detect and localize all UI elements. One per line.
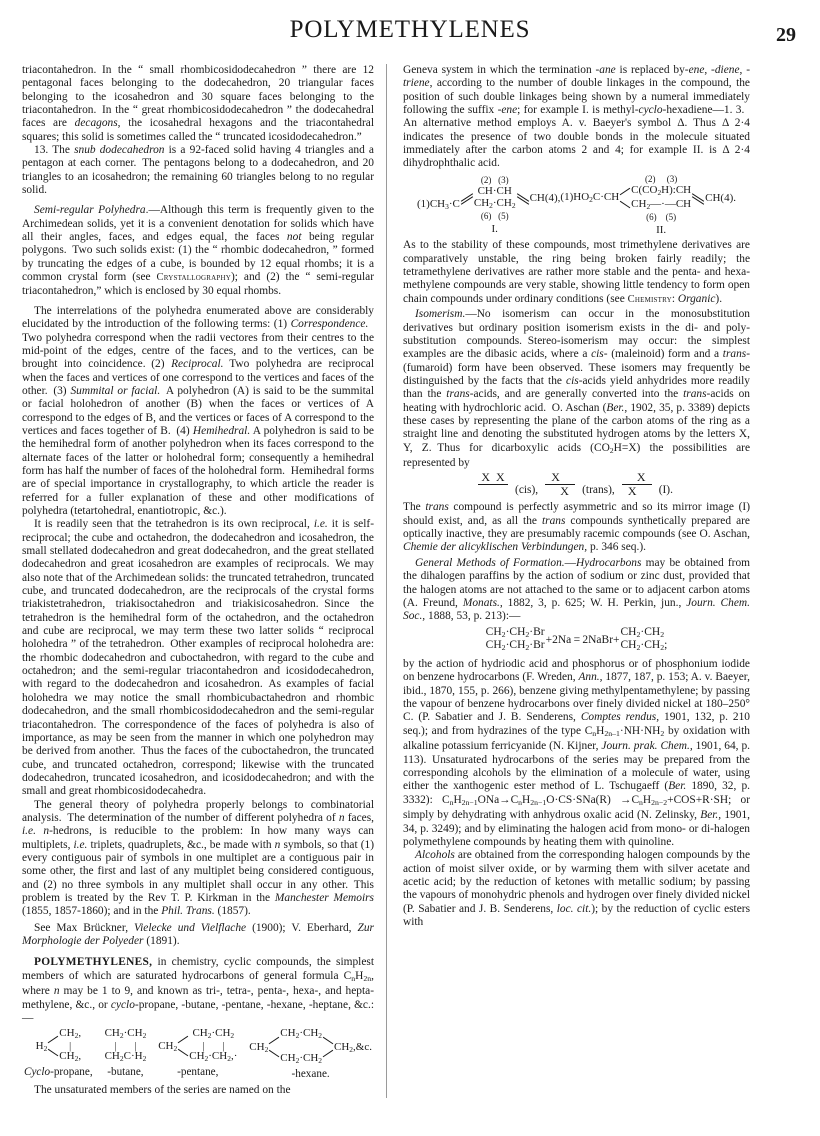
- paragraph-bruckner-reference: See Max Brückner, Vielecke und Vielflache (1900); V. Eberhard, Zur Morphologie der Polyeder (1891).: [22, 921, 374, 947]
- cis-label: (cis),: [515, 484, 539, 497]
- trans-structure: [545, 472, 575, 497]
- cis-top: X X: [478, 472, 508, 485]
- cyclo-propane-structure: [24, 1027, 93, 1078]
- formula-II-core: [631, 174, 691, 237]
- bond-bars-icon: | |: [202, 1040, 225, 1052]
- running-title: POLYMETHYLENES: [289, 16, 531, 43]
- paragraph-interrelations: The interrelations of the polyhedra enumerated above are considerably elucidated by the introduction of the following terms: (1) Correspondence. Two polyhedra correspond when the radii vectores from their centres to the mid-point of the edges, centre of the faces, and to the vertices, can be brought into coincidence. (2) Reciprocal. Two polyhedra are reciprocal when the faces and vertices of one correspond to the vertices and faces of the other. (3) Summital or facial. A polyhedron (A) is said to be the summital or facial holohedron of another (B) when the faces or vertices of A correspond to the edges of B, and the vertices or faces of A correspond to the vertices and faces together of B. (4) Hemihedral. A polyhedron is said to be the hemihedral form of another polyhedron when its faces correspond to the alternate faces of the latter or holohedral form; consequently a hemihedral form has half the number of faces of the holohedral form. Hemihedral forms are of special importance in crystallography, to which article the reader is referred for a fuller explanation of these and other modifications of polyhedra (tetartohedral, enantiotropic, &c.).: [22, 304, 375, 517]
- page-number: 29: [776, 24, 796, 46]
- cyclo-propane-left-atom: $H_2$: [35, 1039, 48, 1053]
- mirror-bottom: X: [627, 484, 646, 499]
- cyclo-pentane-structure: [158, 1027, 237, 1078]
- cyclo-propane-bottom: $CH_2$,: [59, 1049, 82, 1063]
- brace-left-icon: [177, 1033, 189, 1059]
- structures-row: [403, 174, 750, 237]
- formula-I-core: [474, 175, 516, 236]
- stereo-isomer-figure: [403, 472, 750, 497]
- formula-I-label: I.: [491, 222, 498, 235]
- cis-bottom: [492, 485, 495, 497]
- paragraph-isomerism: Isomerism.—No isomerism can occur in the monosubstitution derivatives but ordinary position isomerism exists in the di- and poly-substitution compounds. Stereo-isomerism may occur: the simplest examples are the dibasic acids, where a cis- (maleinoid) form and a trans- (fumaroid) form have been observed. These isomers may frequently be distinguished by the facts that the cis-acids yield anhydrides more readily than the trans-acids, and are generally converted into the trans-acids on heating with hydrochloric acid. O. Aschan (Ber., 1902, 35, p. 3389) depicts these cases by representing the plane of the carbon atoms of the ring as a straight line and denoting the substituted hydrogen atoms by the letters X, Y, Z. Thus for dicarboxylic acids $(CO_2H=X)$ the possibilities are represented by: [403, 308, 751, 470]
- paragraph-stability: As to the stability of these compounds, most trimethylene derivatives are comparatively unstable, the ring being broken fairly readily; the tetramethylene derivatives are rather more stable and the penta- and hexa-methylene compounds are very stable, showing little tendency to form open chain compounds under ordinary conditions (see Chemistry: Organic).: [403, 239, 750, 305]
- double-bond-left-icon: [460, 192, 474, 218]
- formula-I-bottom-numbers: (6) (5): [480, 211, 509, 222]
- formula-I-top-numbers: (2) (3): [480, 174, 509, 185]
- formula-I-bottom-chain: $CH_2\cdot CH_2$: [473, 196, 516, 210]
- trans-label: (trans),: [582, 484, 615, 497]
- paragraph-tetrahedron-reciprocal: It is readily seen that the tetrahedron is its own reciprocal, i.e. it is self-reciprocal; the cube and octahedron, the dodecahedron and icosahedron, the small stellated dodecahedron and great dodecahedron, and the great stellated dodecahedron and great icosahedron are examples of reciprocals. We may also note that of the Archimedean solids: the truncated tetrahedron, truncated cube, and truncated dodecahedron, are the reciprocals of the crystal forms triakistetrahedron, triakisoctahedron and triakisicosahedron. Since the tetrahedron is the hemihedral form of the octahedron, and the octahedron and cube are reciprocal, we may term these two latter solids “ reciprocal holohedra ” of the tetrahedron. Other examples of reciprocal holohedra are: the rhombic dodecahedron and cuboctahedron, with regard to the cube and octahedron; and the semi-regular triacontahedron and icosidodecahedron, with regard to the dodecahedron and icosahedron. As examples of facial holohedra we may notice the small rhombicubactahedron and rhombic dodecahedron, and the small rhombicosidodecahedron and the semi-regular triacontahedron. The correspondence of the faces of polyhedra is also of importance, as may be seen from the manner in which one polyhedron may be derived from another. Thus the faces of the cuboctahedron, the truncated cube, and truncated octahedron, correspond; likewise with the truncated dodecahedron, truncated icosahedron, and icosidodecahedron; and with the small and great rhombicosidodecahedra.: [22, 518, 374, 798]
- equation-right-top: $CH_2\cdot CH_2$: [620, 625, 665, 639]
- paragraph-geneva-system: Geneva system in which the termination -ane is replaced by-ene, -diene, -triene, according to the number of double linkages in the compound, the position of such double linkages being shown by a numeral immediately following the suffix -ene; for example I. is methyl-cyclo-hexadiene—1. 3. An alternative method employs A. v. Baeyer's symbol Δ. Thus Δ 2·4 indicates the presence of two double bonds in the molecule situated immediately after the carbon atoms 2 and 4; for example II. is Δ 2·4 dihydrophthalic acid.: [403, 64, 751, 170]
- equation-right-bottom: $CH_2\cdot CH_2$;: [620, 639, 668, 653]
- formula-I-prefix: $(1)CH_3\cdot C$: [417, 197, 460, 211]
- bond-bars-icon: | |: [114, 1040, 137, 1052]
- paragraph-hydriodic-acid: by the action of hydriodic acid and phosphorus or of phosphonium iodide on benzene hydrocarbons (F. Wreden, Ann., 1877, 187, p. 153; A. v. Baeyer, ibid., 1870, 155, p. 266), benzene giving methylpentamethylene; by passing the vapour of benzene hydrocarbons over finely divided nickel at 180–250° C. (P. Sabatier and J. B. Senderens, Comptes rendus, 1901, 132, p. 210 seq.); and from hydrazines of the type $C_nH_{2n-1}\cdot NH\cdot NH_2$ by oxidation with alkaline potassium ferricyanide (N. Kijner, Journ. prak. Chem., 1901, 64, p. 113). Unsaturated hydrocarbons of the series may be prepared from the corresponding alcohols by the elimination of a molecule of water, using either the xanthogenic ester method of L. Tschugaeff (Ber. 1890, 32, p. 3332): $C_nH_{2n-1}ONa\to C_nH_{2n-1}O\cdot CS\cdot SNa(R) \to C_nH_{2n-2}+COS+R\cdot SH$; or simply by dehydrating with anhydrous oxalic acid (N. Zelinsky, Ber., 1901, 34, p. 3249); and by eliminating the halogen acid from mono- or di-halogen polymethylene compounds by heating them with quinoline.: [403, 658, 751, 848]
- cyclo-pentane-bottom: $CH_2\cdot CH_2,\cdot$: [189, 1049, 238, 1063]
- cyclo-hexane-structure: [249, 1027, 372, 1080]
- structure-figure-I-II: [403, 174, 750, 237]
- mirror-label: (I).: [658, 484, 673, 497]
- formula-II-top-chain: $C(CO_2H):CH$: [631, 184, 692, 198]
- cyclo-hexane-top: $CH_2\cdot CH_2$: [280, 1027, 322, 1041]
- cyclo-propane-label: Cyclo-propane,: [24, 1066, 93, 1079]
- brace-left-icon: [619, 185, 631, 211]
- cyclo-series-figure: [22, 1027, 374, 1080]
- trans-bottom: X: [551, 484, 569, 499]
- paragraph-trans-compound: The trans compound is perfectly asymmetric and so its mirror image (I) should exist, and, as all the trans compounds synthetically prepared are optically inactive, they are presumably racemic compounds (see O. Aschan, Chemie der alicyklischen Verbindungen, p. 346 seq.).: [403, 501, 750, 554]
- trans-top: X: [545, 472, 575, 485]
- encyclopedia-page: [0, 12, 820, 1136]
- equation-left-top: $CH_2\cdot CH_2\cdot Br$: [485, 625, 545, 639]
- brace-left-icon: [268, 1034, 280, 1060]
- paragraph-alcohols: Alcohols are obtained from the corresponding halogen compounds by the action of moist silver oxide, or by warming them with silver acetate and acetic acid; by the reduction of ketones with metallic sodium; by passing the vapours of monohydric phenols and hydrogen over finely divided nickel (P. Sabatier and J. B. Senderens, loc. cit.); by the reduction of cyclic esters with: [403, 849, 751, 928]
- cyclo-hexane-right-atom: $CH_2,\&c$.: [334, 1040, 372, 1054]
- cyclo-butane-bottom: $CH_2C\cdot H_2$: [104, 1049, 147, 1063]
- two-column-body: [0, 64, 820, 1098]
- equation-left-bottom: $CH_2\cdot CH_2\cdot Br$: [485, 639, 545, 653]
- cyclo-butane-structure: [105, 1027, 147, 1078]
- formula-II-bottom-chain: $CH_2—\cdot—CH$: [631, 197, 692, 211]
- cyclo-pentane-top: $CH_2\cdot CH_2$: [192, 1027, 235, 1041]
- cyclo-butane-label: -butane,: [107, 1066, 144, 1079]
- cyclo-hexane-label: -hexane.: [291, 1068, 330, 1081]
- brace-right-icon: [322, 1034, 334, 1060]
- sodium-reaction-equation: [403, 627, 750, 655]
- equation-right-group: [621, 627, 668, 655]
- right-column: [386, 64, 750, 1098]
- left-column: [22, 64, 386, 1098]
- cyclo-hexane-left-atom: $CH_2$: [249, 1040, 269, 1054]
- page-header: [0, 12, 820, 58]
- bond-bar-icon: |: [69, 1040, 72, 1052]
- formula-II-prefix: $(1)HO_2C\cdot CH$: [560, 190, 620, 204]
- paragraph-general-methods: General Methods of Formation.—Hydrocarbons may be obtained from the dihalogen paraffins by the action of sodium or zinc dust, provided that the halogen atoms are not attached to the same or to adjacent carbon atoms (A. Freund, Monats., 1882, 3, p. 625; W. H. Perkin, jun., Journ. Chem. Soc., 1888, 53, p. 213):—: [403, 556, 751, 623]
- paragraph-polymethylenes-entry: POLYMETHYLENES, in chemistry, cyclic compounds, the simplest members of which are saturated hydrocarbons of general formula $C_nH_{2n}$, where n may be 1 to 9, and known as tri-, tetra-, penta-, hexa-, and hepta-methylene, &c., or cyclo-propane, -butane, -pentane, -hexane, -heptane, &c.:—: [22, 956, 375, 1024]
- mirror-top: X: [622, 472, 652, 485]
- double-bond-right-icon: [691, 192, 705, 218]
- paragraph-triacontahedron: triacontahedron. In the “ small rhombicosidodecahedron ” there are 12 pentagonal faces belonging to the dodecahedron, 20 triangular faces belonging to the icosahedron and 30 square faces belonging to the triacontahedron. In the “ great rhombicosidodecahedron ” the dodecahedral faces are decagons, the icosahedral hexagons and the triacontahedral squares; this solid is sometimes called the “ truncated icosidodecahedron.”: [22, 64, 374, 143]
- paragraph-semi-regular-polyhedra: Semi-regular Polyhedra.—Although this term is frequently given to the Archimedean solids, yet it is a convenient denotation for solids which have all their angles, faces, and edges equal, the faces not being regular polygons. Two such solids exist: (1) the “ rhombic dodecahedron, ” formed by truncating the edges of a cube, is bounded by 12 equal rhombs; it is a common crystal form (see Crystallography); and (2) the “ semi-regular triacontahedron,” which is enclosed by 30 equal rhombs.: [22, 204, 374, 297]
- formula-I-top-chain: CH·CH: [477, 185, 512, 198]
- formula-II-top-numbers: (2) (3): [645, 173, 678, 184]
- double-bond-right-icon: [516, 192, 530, 218]
- formula-I-suffix: CH(4),: [529, 192, 561, 205]
- cis-structure: [478, 472, 508, 497]
- paragraph-unsaturated-members: The unsaturated members of the series are named on the: [34, 1084, 291, 1097]
- paragraph-snub-dodecahedron: 13. The snub dodecahedron is a 92-faced solid having 4 triangles and a pentagon at each corner. The pentagons belong to a dodecahedron, and 20 triangles to an icosahedron; the remaining 60 triangles belong to no regular solid.: [22, 144, 374, 197]
- formula-II-bottom-numbers: (6) (5): [646, 212, 677, 223]
- equation-left-group: [486, 627, 545, 655]
- cyclo-pentane-left-atom: $CH_2$: [158, 1039, 178, 1053]
- cyclo-pentane-label: -pentane,: [177, 1066, 219, 1079]
- brace-left-icon: [47, 1033, 59, 1059]
- formula-II-label: II.: [656, 223, 667, 236]
- equation-middle: +2Na = 2NaBr+: [545, 634, 620, 647]
- paragraph-general-theory: The general theory of polyhedra properly belongs to combinatorial analysis. The determination of the number of different polyhedra of n faces, i.e. n-hedrons, is reducible to the problem: In how many ways can multiplets, i.e. triplets, quadruplets, &c., be made with n symbols, so that (1) every contiguous pair of symbols in one multiplet are a contiguous pair in some other, the first and last of any multiplet being considered contiguous, and (2) no three symbols in any multiplet shall occur in any other. This problem is treated by the Rev T. P. Kirkman in the Manchester Memoirs (1855, 1857-1860); and in the Phil. Trans. (1857).: [22, 798, 374, 918]
- cyclo-hexane-bottom: $CH_2\cdot CH_2$: [280, 1051, 322, 1065]
- cyclo-butane-top: $CH_2\cdot CH_2$: [104, 1027, 147, 1041]
- formula-II-suffix: CH(4).: [705, 192, 736, 205]
- mirror-structure: [622, 472, 652, 497]
- cyclo-propane-top: $CH_2$,: [59, 1027, 82, 1041]
